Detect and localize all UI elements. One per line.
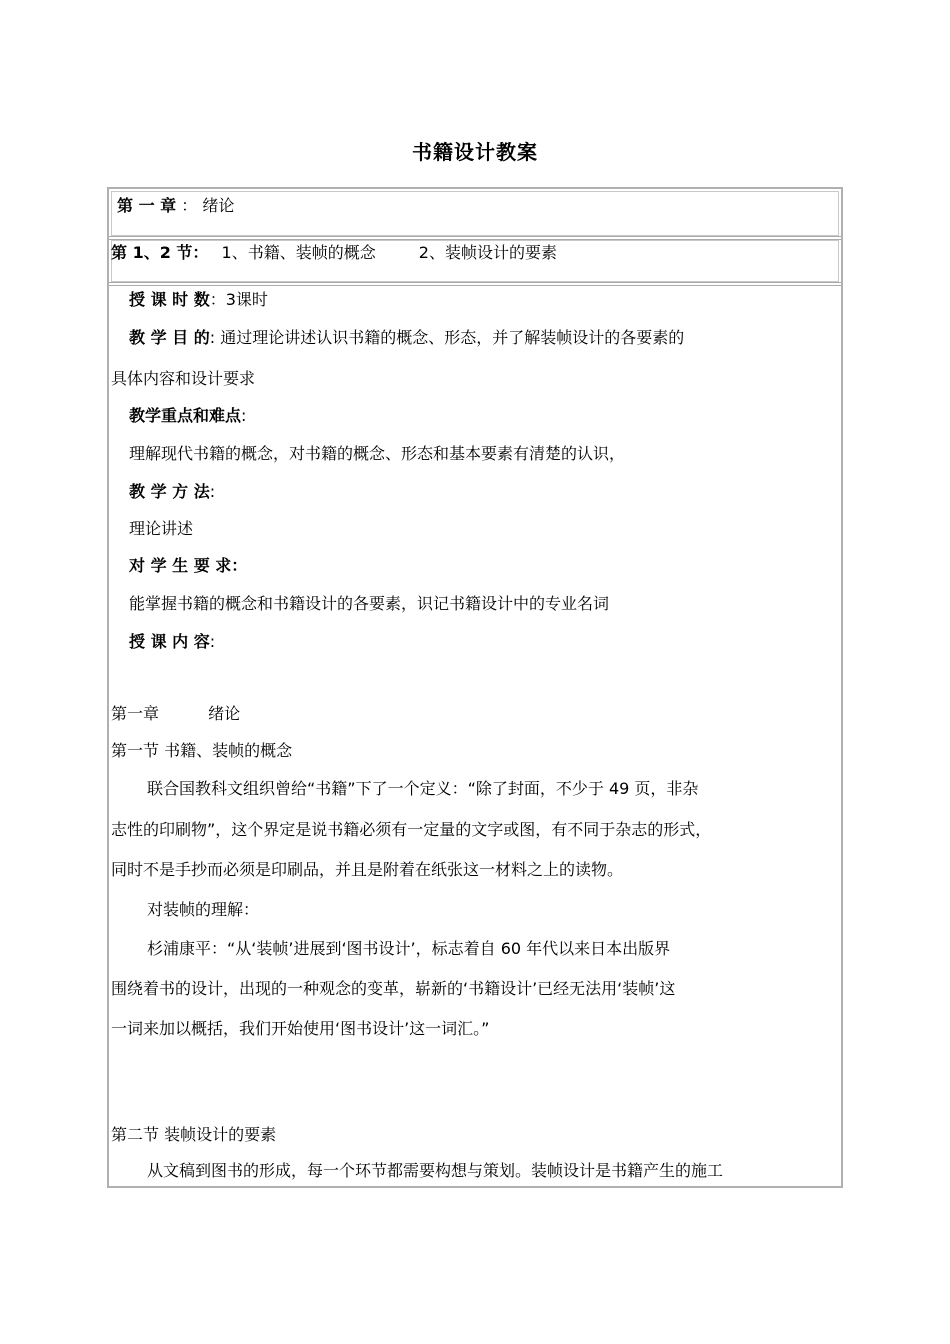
focus-colon: :	[241, 406, 247, 425]
sec1-heading: 第一节 书籍、装帧的概念	[111, 741, 293, 760]
focus-label: 教学重点和难点	[129, 406, 242, 425]
section-item-1: 1、书籍、装帧的概念	[221, 243, 376, 262]
content-label: 授 课 内 容	[129, 632, 210, 651]
hours-value: ：3课时	[209, 290, 268, 309]
goal-text-2: 具体内容和设计要求	[111, 369, 256, 388]
sec2-heading: 第二节 装帧设计的要素	[111, 1125, 277, 1144]
req-line	[129, 555, 247, 577]
section-item-2: 2、装帧设计的要素	[418, 243, 557, 262]
para3-line1: 杉浦康平：“从‘装帧’进展到‘图书设计’，标志着自 60 年代以来日本出版界	[147, 939, 671, 958]
body-chapter-name: 绪论	[208, 704, 241, 723]
method-label: 教 学 方 法	[129, 482, 210, 501]
goal-text-1: : 通过理论讲述认识书籍的概念、形态，并了解装帧设计的各要素的	[209, 328, 685, 347]
chapter-value: 绪论	[202, 196, 235, 215]
method-line	[129, 481, 215, 503]
chapter-line	[117, 195, 234, 217]
page-title: 书籍设计教案	[412, 140, 538, 164]
content-colon: :	[209, 632, 216, 651]
para2: 对装帧的理解：	[147, 900, 260, 919]
content-line	[129, 631, 215, 653]
body-chapter-heading: 第一章	[111, 704, 160, 723]
section-line	[111, 242, 557, 264]
para4-line1: 从文稿到图书的形成，每一个环节都需要构想与策划。装帧设计是书籍产生的施工	[147, 1161, 724, 1180]
para3-line2: 围绕着书的设计，出现的一种观念的变革，崭新的‘书籍设计’已经无法用‘装帧’这	[111, 979, 676, 998]
chapter-label: 第 一 章	[117, 196, 177, 215]
para1-line3: 同时不是手抄而必须是印刷品，并且是附着在纸张这一材料之上的读物。	[111, 860, 624, 879]
para3-line3: 一词来加以概括，我们开始使用‘图书设计’这一词汇。”	[111, 1019, 490, 1038]
chapter-colon: ：	[181, 196, 198, 215]
method-text: 理论讲述	[129, 519, 194, 538]
focus-text: 理解现代书籍的概念，对书籍的概念、形态和基本要素有清楚的认识，	[129, 444, 626, 463]
hours-line	[129, 289, 268, 311]
req-text: 能掌握书籍的概念和书籍设计的各要素，识记书籍设计中的专业名词	[129, 594, 610, 613]
chapter-heading-line	[111, 703, 240, 725]
req-label: 对 学 生 要 求：	[129, 556, 248, 575]
goal-label: 教 学 目 的	[129, 328, 210, 347]
row-divider	[109, 282, 841, 286]
hours-label: 授 课 时 数	[129, 290, 210, 309]
para1-line1: 联合国教科文组织曾给“书籍”下了一个定义：“除了封面，不少于 49 页，非杂	[147, 779, 699, 798]
method-colon: :	[209, 482, 216, 501]
para1-line2: 志性的印刷物”，这个界定是说书籍必须有一定量的文字或图，有不同于杂志的形式，	[111, 820, 712, 839]
section-label: 第 1、2 节：	[111, 243, 209, 262]
focus-line	[129, 405, 246, 427]
goal-line-1	[129, 327, 684, 349]
